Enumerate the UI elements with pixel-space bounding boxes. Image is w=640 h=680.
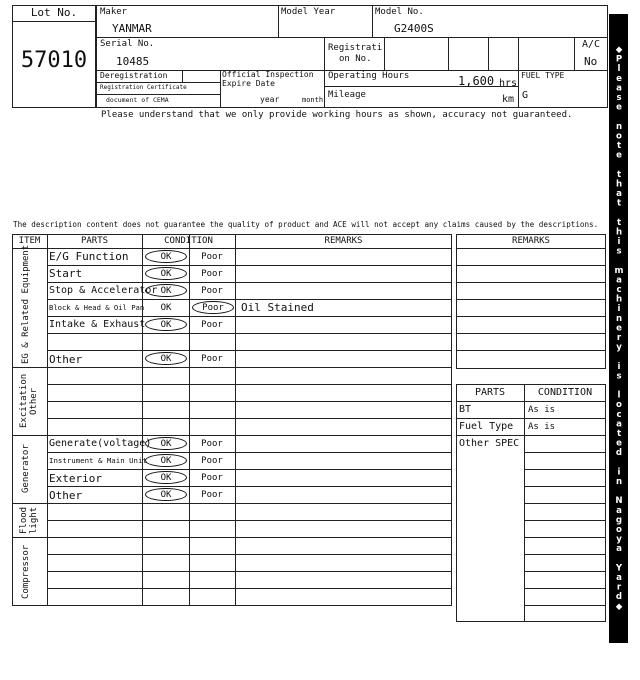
poor-text: Poor (201, 252, 223, 262)
ok-text: OK (160, 439, 172, 449)
deregistration-label: Deregistration (100, 71, 168, 80)
poor-text: Poor (201, 473, 223, 483)
km-unit: km (502, 94, 515, 105)
bt-value: As is (528, 405, 556, 415)
ok-text: OK (160, 320, 172, 330)
section-compressor: Compressor (21, 544, 31, 600)
ac-label: A/C (582, 39, 601, 50)
right-parts-header: PARTS (474, 387, 506, 398)
fuel-type-value: G (522, 90, 529, 101)
lot-label: Lot No. (30, 6, 78, 19)
poor-text: Poor (201, 439, 223, 449)
col-condition-header: CONDITION (164, 236, 213, 246)
ok-text: OK (160, 490, 172, 500)
section-excitation: Excitation Other (19, 373, 39, 429)
poor-text: Poor (201, 286, 223, 296)
right-remarks-header: REMARKS (512, 236, 550, 246)
inspection-label-1: Official Inspection (222, 70, 314, 79)
operating-hours-value: 1,600 (458, 74, 495, 88)
registration-certificate-label: Registration Certificate (100, 84, 187, 91)
document-cema-label: document of CEMA (106, 96, 169, 104)
col-parts-header: PARTS (80, 236, 109, 246)
side-banner-text: ◆Please note that this machinery is located in Nagoya Yard◆ (614, 44, 624, 612)
year-label: year (260, 95, 280, 104)
other-spec-label: Other SPEC (459, 438, 520, 449)
fuel-type-label: FUEL TYPE (521, 71, 565, 80)
row-block-head: Block & Head & Oil Pan (49, 303, 145, 312)
month-label: month (302, 96, 324, 104)
ok-text: OK (160, 473, 172, 483)
col-item-header: ITEM (18, 236, 41, 246)
serial-label: Serial No. (100, 39, 155, 49)
poor-text: Poor (201, 320, 223, 330)
ok-text: OK (160, 354, 172, 364)
hrs-unit: hrs (499, 78, 518, 89)
bt-label: BT (459, 404, 472, 415)
section-floodlight: Floodlight (19, 506, 39, 534)
ac-value: No (584, 55, 598, 68)
fuel-type-row-value: As is (528, 422, 556, 432)
section-generator: Generator (21, 444, 31, 494)
row-eg-function: E/G Function (49, 250, 129, 263)
operating-hours-label: Operating Hours (328, 71, 410, 81)
fuel-type-row-label: Fuel Type (459, 421, 514, 432)
inspection-label-2: Expire Date (222, 79, 275, 88)
right-condition-header: CONDITION (537, 387, 593, 398)
ok-text: OK (160, 456, 172, 466)
maker-label: Maker (100, 7, 128, 17)
row-other-generator: Other (49, 489, 83, 502)
row-intake-exhaust: Intake & Exhaust (49, 319, 146, 330)
ok-text: OK (160, 252, 172, 262)
maker-value: YANMAR (112, 22, 152, 35)
lot-number: 57010 (20, 48, 88, 73)
row-block-remark: Oil Stained (241, 301, 314, 314)
row-other-eg: Other (49, 353, 83, 366)
poor-text: Poor (201, 490, 223, 500)
model-no-value: G2400S (394, 22, 434, 35)
col-remarks-header: REMARKS (324, 236, 363, 246)
disclaimer: The description content does not guarantee the quality of product and ACE will not accept any claims caused by the descriptions. (13, 220, 599, 229)
mileage-label: Mileage (328, 90, 366, 100)
ok-text: OK (160, 303, 172, 313)
poor-text: Poor (201, 269, 223, 279)
model-no-label: Model No. (375, 7, 424, 17)
poor-text: Poor (201, 354, 223, 364)
registration-label-2: on No. (339, 54, 372, 64)
ok-text: OK (160, 269, 172, 279)
model-year-label: Model Year (281, 7, 336, 17)
row-start: Start (49, 267, 83, 280)
registration-label-1: Registrati (328, 43, 383, 53)
hours-note: Please understand that we only provide working hours as shown, accuracy not guaranteed. (101, 110, 573, 120)
poor-text: Poor (201, 456, 223, 466)
row-generate-voltage: Generate(voltage) (49, 438, 152, 449)
ok-text: OK (160, 286, 172, 296)
section-eg: EG & Related Equipment (21, 244, 31, 364)
serial-value: 10485 (116, 55, 150, 68)
row-exterior: Exterior (49, 472, 102, 485)
row-instrument: Instrument & Main Unit (49, 456, 147, 465)
poor-text: Poor (202, 303, 224, 313)
row-stop-accelerator: Stop & Accelerator (49, 285, 158, 296)
